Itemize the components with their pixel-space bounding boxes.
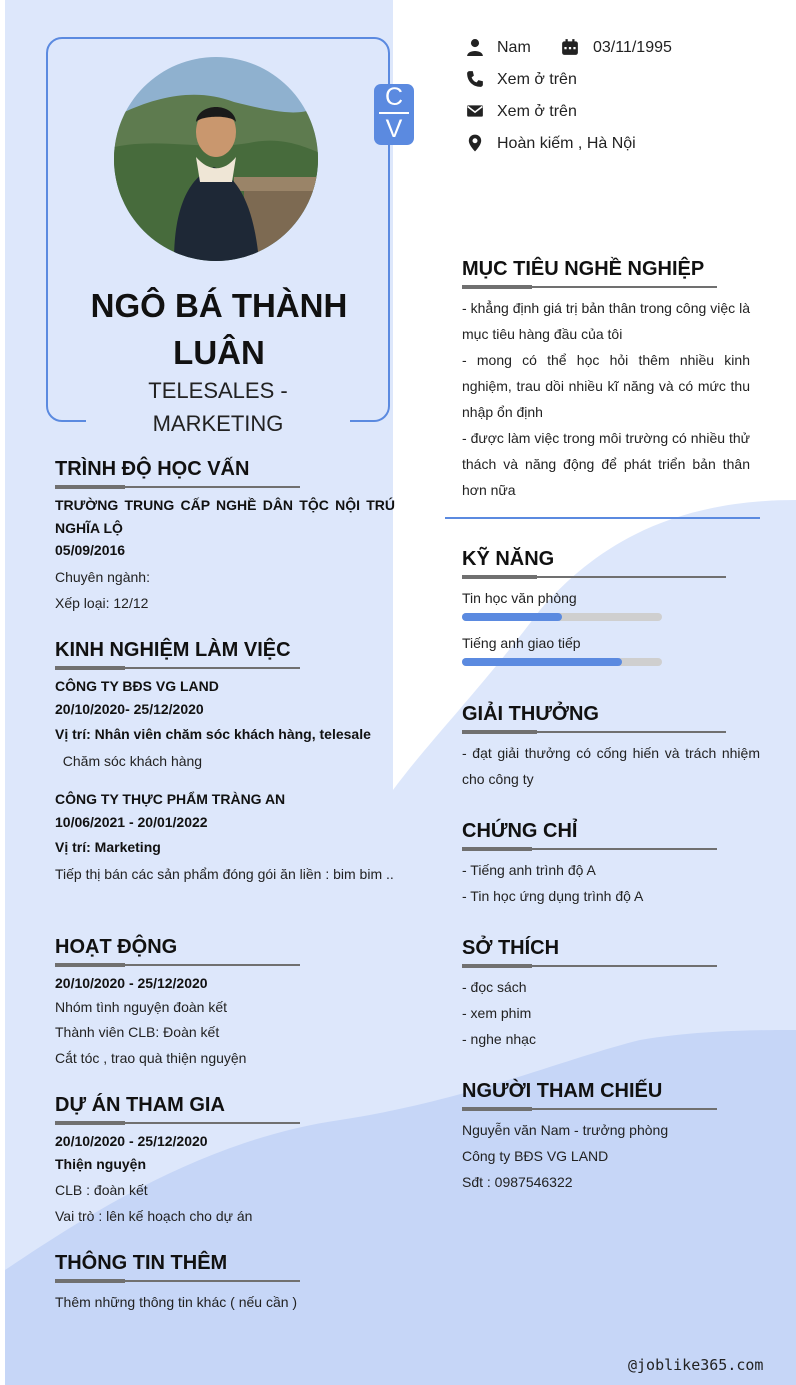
skill-2-bar xyxy=(462,658,662,666)
location-icon xyxy=(466,134,484,152)
awards-title: GIẢI THƯỞNG xyxy=(462,703,599,725)
hobbies-title: SỞ THÍCH xyxy=(462,937,560,959)
footer-credit: @joblike365.com xyxy=(628,1356,764,1374)
activities-line-1: Nhóm tình nguyện đoàn kết xyxy=(55,999,228,1015)
contact-email: Xem ở trên xyxy=(497,103,577,120)
experience-title: KINH NGHIỆM LÀM VIỆC xyxy=(55,639,291,661)
mail-icon xyxy=(466,102,484,120)
projects-line-1: CLB : đoàn kết xyxy=(55,1182,148,1198)
cv-badge-top: C xyxy=(384,83,404,111)
job-2-dates: 10/06/2021 - 20/01/2022 xyxy=(55,814,208,830)
objective-underline xyxy=(462,285,717,289)
hobby-3: - nghe nhạc xyxy=(462,1031,536,1047)
skill-2-label: Tiếng anh giao tiếp xyxy=(462,635,581,651)
skills-underline xyxy=(462,575,726,579)
education-school: TRƯỜNG TRUNG CẤP NGHỀ DÂN TỘC NỘI TRÚ NGHĨA LỘ xyxy=(55,497,395,536)
reference-line-3: Sđt : 0987546322 xyxy=(462,1174,573,1190)
objective-paragraph-2: - mong có thể học hỏi thêm nhiều kinh nghiệm, trau dồi nhiều kĩ năng và có mức thu nhập ổn định xyxy=(462,352,750,420)
education-title: TRÌNH ĐỘ HỌC VẤN xyxy=(55,458,250,480)
activities-line-3: Cắt tóc , trao quà thiện nguyện xyxy=(55,1050,247,1066)
reference-line-1: Nguyễn văn Nam - trưởng phòng xyxy=(462,1122,669,1138)
more-info-title: THÔNG TIN THÊM xyxy=(55,1252,228,1274)
cv-badge-bottom: V xyxy=(385,114,403,143)
education-rank: Xếp loại: 12/12 xyxy=(55,595,149,611)
certificate-1: - Tiếng anh trình độ A xyxy=(462,862,596,878)
job-1-position: Vị trí: Nhân viên chăm sóc khách hàng, telesale xyxy=(55,726,371,742)
projects-line-2: Vai trò : lên kế hoạch cho dự án xyxy=(55,1208,253,1224)
contact-gender: Nam xyxy=(497,39,531,56)
projects-title: DỰ ÁN THAM GIA xyxy=(55,1094,225,1116)
awards-underline xyxy=(462,730,726,734)
phone-icon xyxy=(466,70,484,88)
section-divider xyxy=(445,517,760,519)
skill-1-bar-fill xyxy=(462,613,562,621)
awards-text: - đạt giải thưởng có cống hiến và trách nhiệm cho công ty xyxy=(462,745,760,787)
hobbies-underline xyxy=(462,964,717,968)
activities-title: HOẠT ĐỘNG xyxy=(55,936,178,958)
more-info-text: Thêm những thông tin khác ( nếu cần ) xyxy=(55,1294,298,1310)
contact-address: Hoàn kiếm , Hà Nội xyxy=(497,135,636,152)
skill-2-bar-fill xyxy=(462,658,622,666)
reference-line-2: Công ty BĐS VG LAND xyxy=(462,1148,609,1164)
objective-paragraph-3: - được làm việc trong môi trường có nhiều thử thách và năng động để phát triển bản thân hơn nữa xyxy=(462,430,750,498)
job-1-desc: Chăm sóc khách hàng xyxy=(55,753,203,769)
certificate-2: - Tin học ứng dụng trình độ A xyxy=(462,888,644,904)
skill-1-label: Tin học văn phòng xyxy=(462,590,577,606)
skill-1-bar xyxy=(462,613,662,621)
more-info-underline xyxy=(55,1279,300,1283)
job-2-position: Vị trí: Marketing xyxy=(55,839,161,855)
activities-underline xyxy=(55,963,300,967)
job-1-company: CÔNG TY BĐS VG LAND xyxy=(55,678,219,694)
activities-dates: 20/10/2020 - 25/12/2020 xyxy=(55,975,208,991)
activities-line-2: Thành viên CLB: Đoàn kết xyxy=(55,1024,220,1040)
education-major: Chuyên ngành: xyxy=(55,569,150,585)
references-title: NGƯỜI THAM CHIẾU xyxy=(462,1080,663,1102)
candidate-name: NGÔ BÁ THÀNH LUÂN xyxy=(90,287,348,371)
skills-title: KỸ NĂNG xyxy=(462,548,555,570)
cv-badge xyxy=(374,84,414,145)
education-underline xyxy=(55,485,300,489)
objective-title: MỤC TIÊU NGHỀ NGHIỆP xyxy=(462,258,705,280)
objective-paragraph-1: - khẳng định giá trị bản thân trong công việc là mục tiêu hàng đầu của tôi xyxy=(462,300,750,342)
job-2-company: CÔNG TY THỰC PHẨM TRÀNG AN xyxy=(55,791,286,807)
contact-birthdate: 03/11/1995 xyxy=(593,39,672,56)
avatar xyxy=(114,57,318,261)
references-underline xyxy=(462,1107,717,1111)
candidate-role: TELESALES - MARKETING xyxy=(148,378,288,436)
education-date: 05/09/2016 xyxy=(55,542,126,558)
contact-phone: Xem ở trên xyxy=(497,71,577,88)
calendar-icon xyxy=(561,38,579,56)
certificates-underline xyxy=(462,847,717,851)
certificates-title: CHỨNG CHỈ xyxy=(462,820,578,842)
experience-underline xyxy=(55,666,300,670)
projects-dates: 20/10/2020 - 25/12/2020 xyxy=(55,1133,208,1149)
hobby-2: - xem phim xyxy=(462,1005,532,1021)
hobby-1: - đọc sách xyxy=(462,979,527,995)
projects-name: Thiện nguyện xyxy=(55,1156,146,1172)
job-2-desc: Tiếp thị bán các sản phẩm đóng gói ăn liền : bim bim .. xyxy=(55,866,394,882)
person-icon xyxy=(466,38,484,56)
job-1-dates: 20/10/2020- 25/12/2020 xyxy=(55,701,204,717)
projects-underline xyxy=(55,1121,300,1125)
